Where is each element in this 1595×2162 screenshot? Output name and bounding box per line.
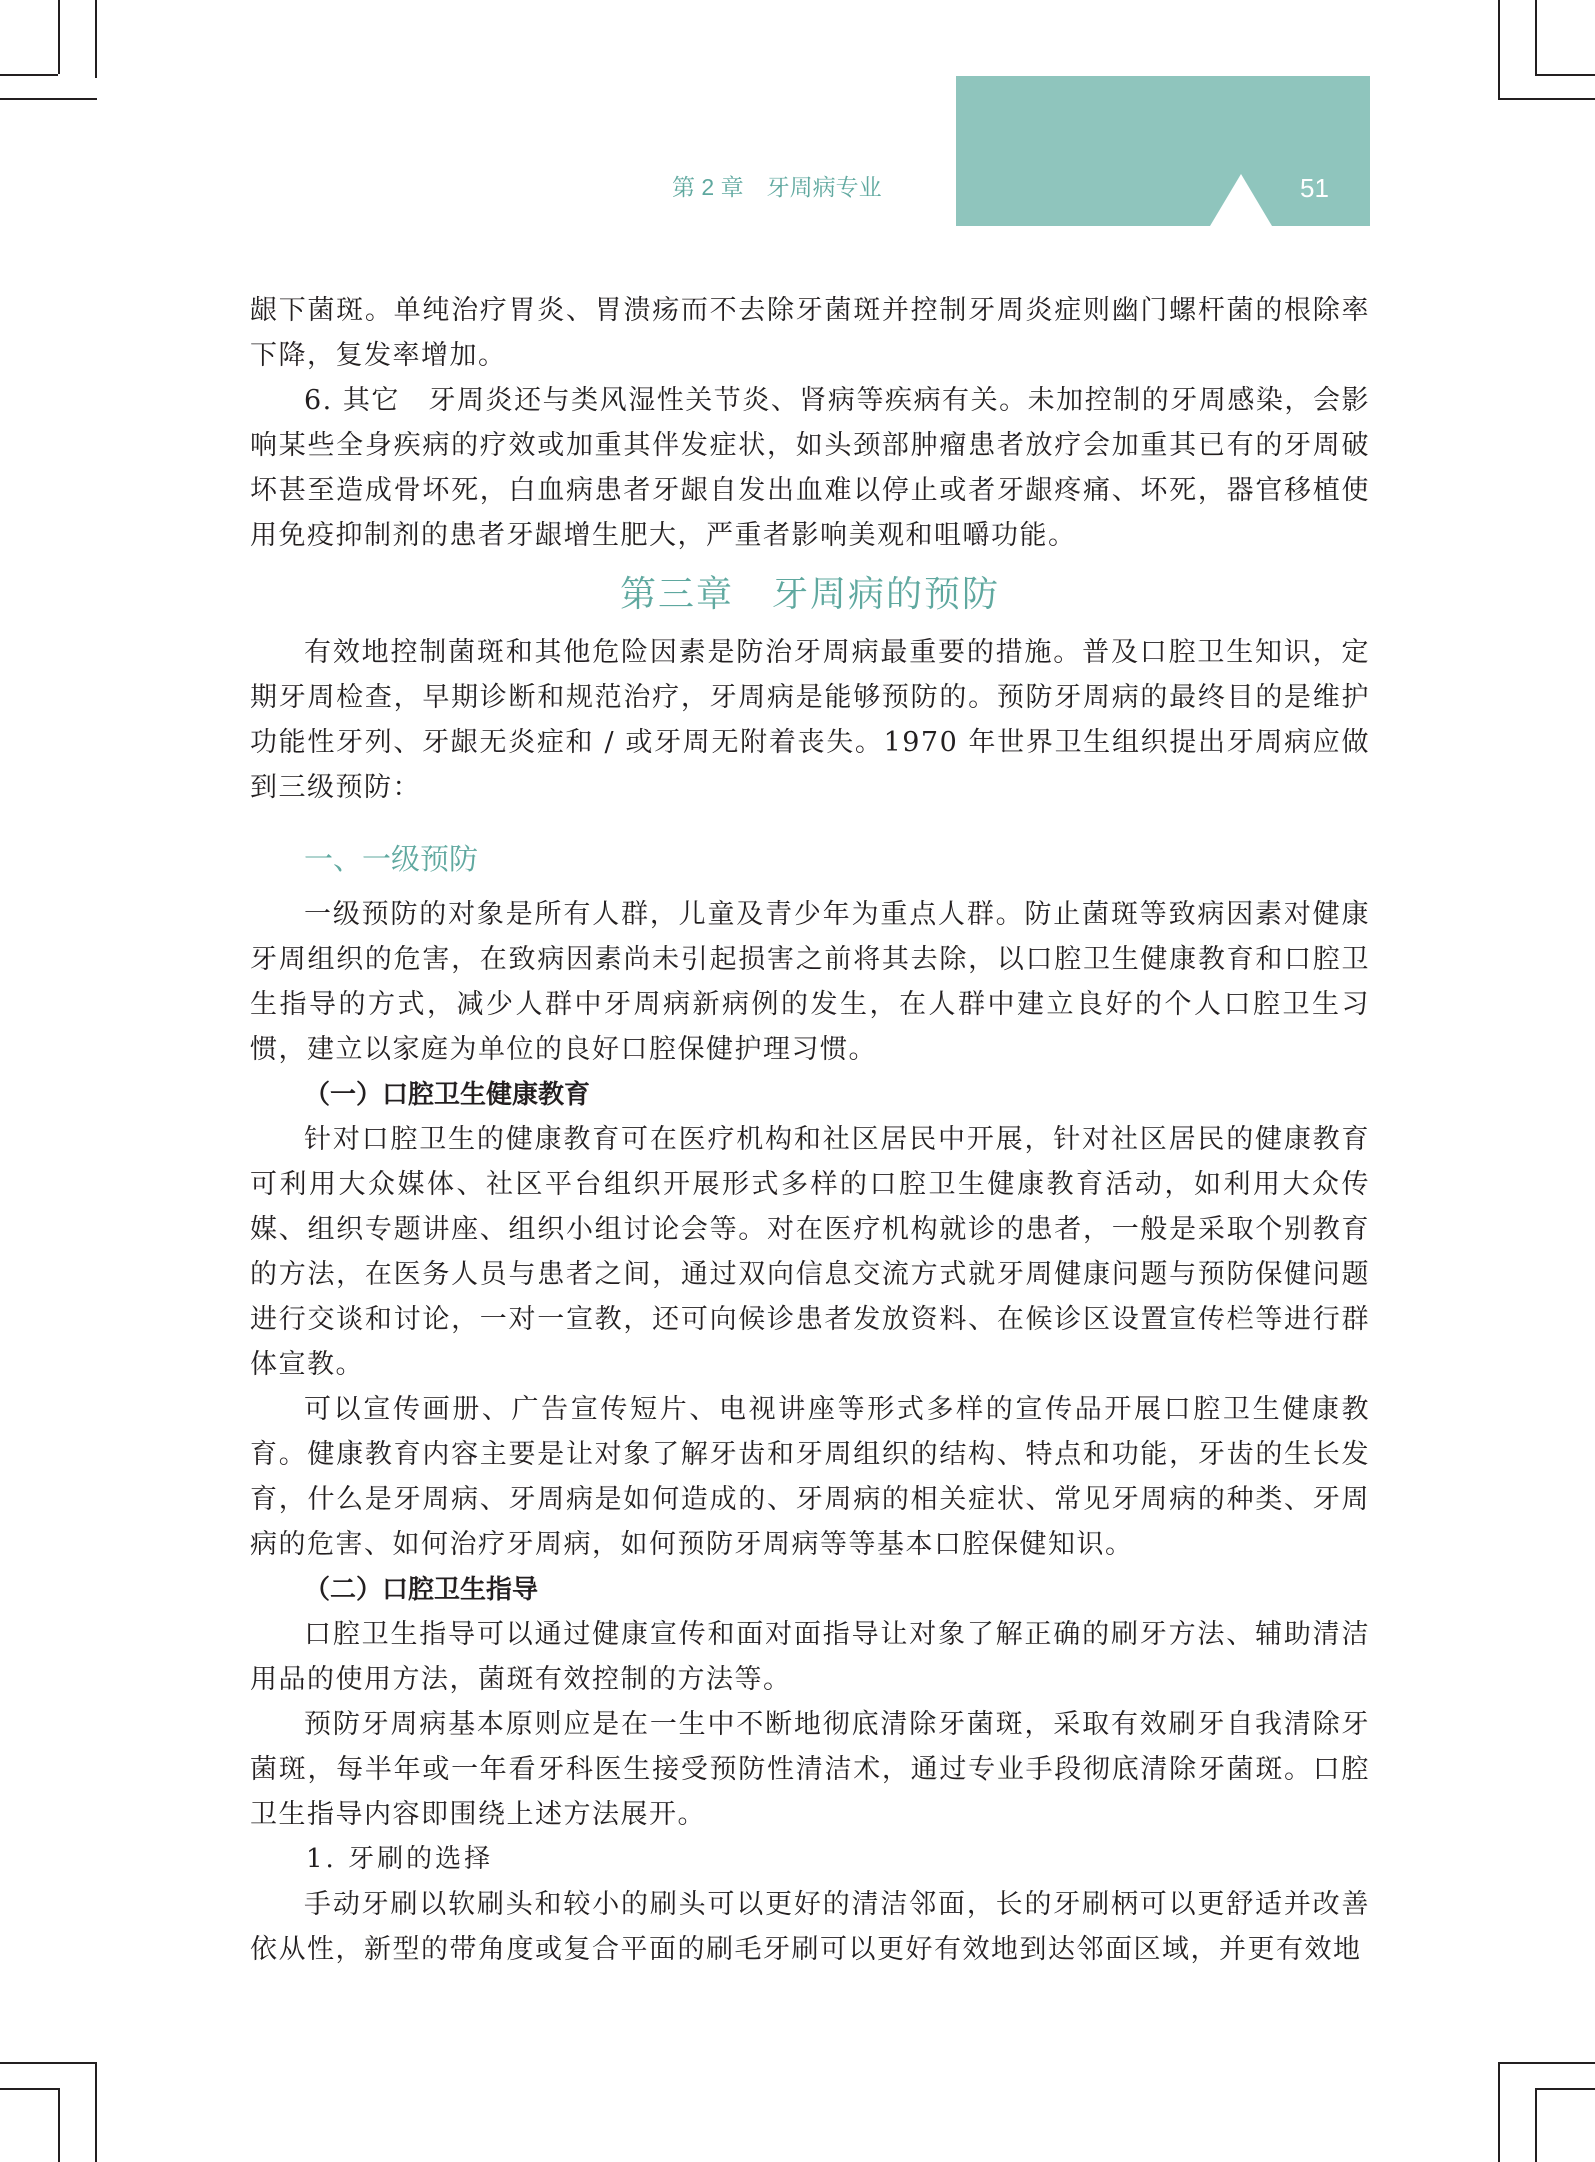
paragraph: 预防牙周病基本原则应是在一生中不断地彻底清除牙菌斑，采取有效刷牙自我清除牙菌斑，每半年或一年看牙科医生接受预防性清洁术，通过专业手段彻底清除牙菌斑。口腔卫生指导内容即围绕上述方法展开。 (250, 1709, 1370, 1830)
crop-mark (95, 2062, 97, 2162)
page-number: 51 (1300, 173, 1329, 203)
crop-mark (1498, 2062, 1595, 2064)
paragraph: 口腔卫生指导可以通过健康宣传和面对面指导让对象了解正确的刷牙方法、辅助清洁用品的使用方法，菌斑有效控制的方法等。 (250, 1619, 1370, 1695)
chapter-title: 第三章 牙周病的预防 (619, 573, 1000, 614)
crop-mark (1498, 98, 1595, 100)
crop-mark (1535, 0, 1537, 74)
subsection-title: （一）口腔卫生健康教育 (304, 1079, 591, 1109)
crop-mark (1498, 2062, 1500, 2162)
crop-mark (1535, 74, 1595, 76)
paragraph: 6. 其它 牙周炎还与类风湿性关节炎、肾病等疾病有关。未加控制的牙周感染，会影响某些全身疾病的疗效或加重其伴发症状，如头颈部肿瘤患者放疗会加重其已有的牙周破坏甚至造成骨坏死，白血病患者牙龈自发出血难以停止或者牙龈疼痛、坏死，器官移植使用免疫抑制剂的患者牙龈增生肥大，严重者影响美观和咀嚼功能。 (250, 385, 1370, 551)
paragraph: 龈下菌斑。单纯治疗胃炎、胃溃疡而不去除牙菌斑并控制牙周炎症则幽门螺杆菌的根除率下降，复发率增加。 (250, 295, 1370, 371)
paragraph: 手动牙刷以软刷头和较小的刷头可以更好的清洁邻面，长的牙刷柄可以更舒适并改善依从性，新型的带角度或复合平面的刷毛牙刷可以更好有效地到达邻面区域，并更有效地 (250, 1889, 1370, 1965)
crop-mark (58, 0, 60, 74)
crop-mark (1535, 2088, 1595, 2090)
crop-mark (0, 74, 58, 76)
paragraph: 针对口腔卫生的健康教育可在医疗机构和社区居民中开展，针对社区居民的健康教育可利用大众媒体、社区平台组织开展形式多样的口腔卫生健康教育活动，如利用大众传媒、组织专题讲座、组织小组讨论会等。对在医疗机构就诊的患者，一般是采取个别教育的方法，在医务人员与患者之间，通过双向信息交流方式就牙周健康问题与预防保健问题进行交谈和讨论，一对一宣教，还可向候诊患者发放资料、在候诊区设置宣传栏等进行群体宣教。 (250, 1124, 1370, 1380)
crop-mark (95, 0, 97, 78)
crop-mark (58, 2088, 60, 2162)
crop-mark (1535, 2088, 1537, 2162)
header-notch (1210, 174, 1272, 226)
item-title: 1. 牙刷的选择 (306, 1844, 494, 1874)
crop-mark (0, 2062, 97, 2064)
page-body (250, 288, 1370, 1972)
crop-mark (1498, 0, 1500, 98)
crop-mark (0, 98, 97, 100)
paragraph: 一级预防的对象是所有人群，儿童及青少年为重点人群。防止菌斑等致病因素对健康牙周组织的危害，在致病因素尚未引起损害之前将其去除，以口腔卫生健康教育和口腔卫生指导的方式，减少人群中牙周病新病例的发生，在人群中建立良好的个人口腔卫生习惯，建立以家庭为单位的良好口腔保健护理习惯。 (250, 899, 1370, 1065)
paragraph: 可以宣传画册、广告宣传短片、电视讲座等形式多样的宣传品开展口腔卫生健康教育。健康教育内容主要是让对象了解牙齿和牙周组织的结构、特点和功能，牙齿的生长发育，什么是牙周病、牙周病是如何造成的、牙周病的相关症状、常见牙周病的种类、牙周病的危害、如何治疗牙周病，如何预防牙周病等等基本口腔保健知识。 (250, 1394, 1370, 1560)
running-head: 第 2 章 牙周病专业 (672, 174, 882, 200)
subsection-title: （二）口腔卫生指导 (304, 1574, 539, 1604)
paragraph: 有效地控制菌斑和其他危险因素是防治牙周病最重要的措施。普及口腔卫生知识，定期牙周检查，早期诊断和规范治疗，牙周病是能够预防的。预防牙周病的最终目的是维护功能性牙列、牙龈无炎症和 / 或牙周无附着丧失。1970 年世界卫生组织提出牙周病应做到三级预防： (250, 637, 1370, 803)
section-title: 一、一级预防 (304, 844, 479, 876)
crop-mark (0, 2088, 60, 2090)
